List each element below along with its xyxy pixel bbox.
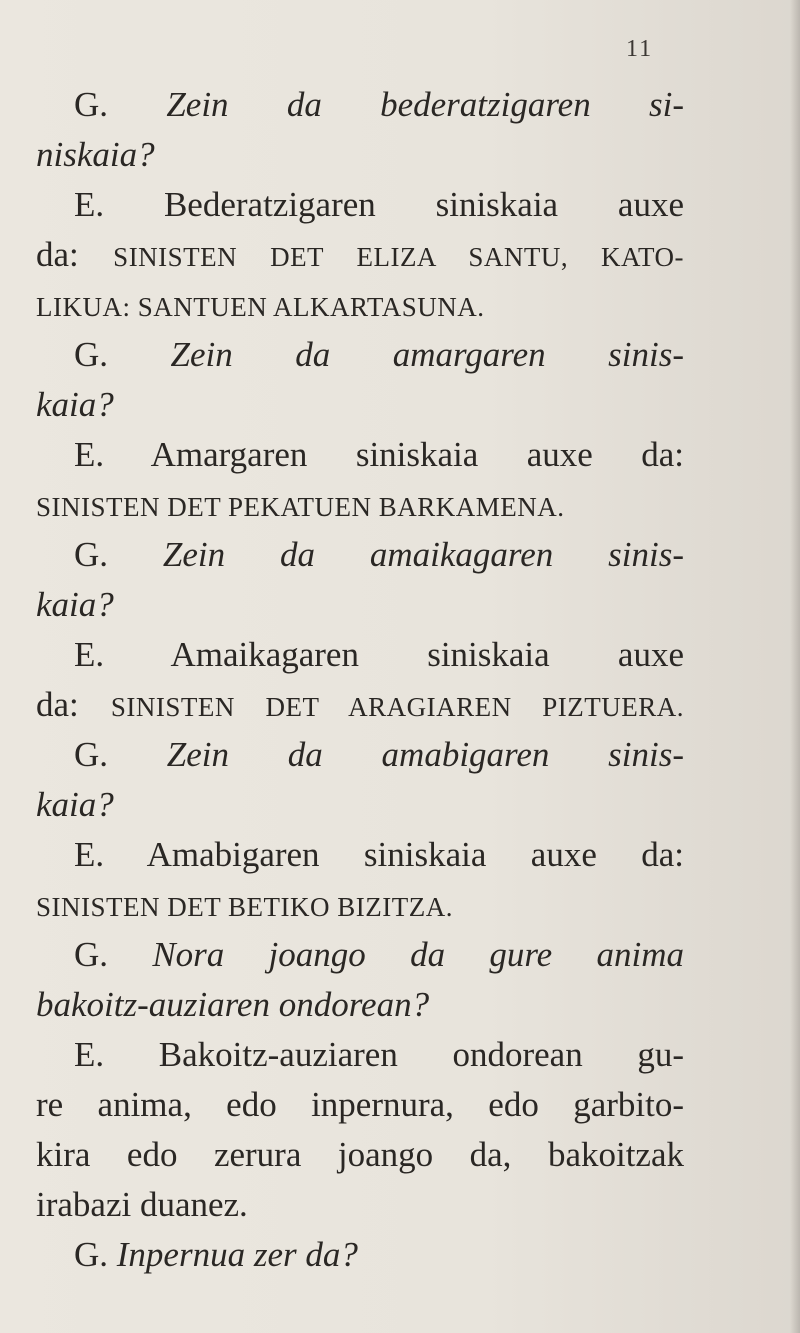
page-number: 11: [626, 36, 654, 62]
text-line: [36, 780, 684, 830]
question-text: bakoitz-auziaren ondorean?: [36, 985, 430, 1024]
text-line: [36, 80, 684, 130]
answer-text: E. Amargaren siniskaia auxe da:: [74, 435, 684, 474]
question-text: Inpernua zer da?: [116, 1235, 358, 1274]
question-text: Zein da amargaren sinis-: [170, 335, 684, 374]
page-body-text: [36, 80, 684, 1280]
question-text: Zein da amabigaren sinis-: [166, 735, 684, 774]
question-text: kaia?: [36, 785, 114, 824]
text-line: [36, 530, 684, 580]
text-line: [36, 1030, 684, 1080]
answer-text: da:: [36, 235, 114, 274]
answer-text: G.: [74, 335, 171, 374]
answer-text: E. Amaikagaren siniskaia auxe: [74, 635, 684, 674]
text-line: [36, 1130, 684, 1180]
text-line: [36, 1080, 684, 1130]
question-text: kaia?: [36, 585, 114, 624]
text-line: [36, 980, 684, 1030]
text-line: [36, 130, 684, 180]
answer-text: G.: [74, 1235, 117, 1274]
text-line: [36, 230, 684, 280]
answer-text: da:: [36, 685, 111, 724]
text-line: [36, 680, 684, 730]
creed-article-text: SINISTEN DET ARAGIAREN PIZTUERA.: [110, 692, 684, 722]
answer-text: G.: [74, 735, 167, 774]
text-line: [36, 580, 684, 630]
text-line: [36, 880, 684, 930]
creed-article-text: SINISTEN DET PEKATUEN BARKAMENA.: [36, 492, 565, 522]
text-line: [36, 930, 684, 980]
answer-text: E. Bederatzigaren siniskaia auxe: [74, 185, 684, 224]
question-text: kaia?: [36, 385, 114, 424]
answer-text: E. Bakoitz-auziaren ondorean gu-: [74, 1035, 684, 1074]
answer-text: re anima, edo inpernura, edo garbito-: [36, 1085, 684, 1124]
text-line: [36, 430, 684, 480]
text-line: [36, 1230, 684, 1280]
text-line: [36, 480, 684, 530]
question-text: Zein da amaikagaren sinis-: [162, 535, 684, 574]
answer-text: G.: [74, 535, 163, 574]
answer-text: irabazi duanez.: [36, 1185, 248, 1224]
text-line: [36, 830, 684, 880]
text-line: [36, 630, 684, 680]
creed-article-text: LIKUA: SANTUEN ALKARTASUNA.: [36, 292, 485, 322]
text-line: [36, 380, 684, 430]
text-line: [36, 730, 684, 780]
answer-text: G.: [74, 85, 167, 124]
text-line: [36, 330, 684, 380]
answer-text: kira edo zerura joango da, bakoitzak: [36, 1135, 684, 1174]
text-line: [36, 180, 684, 230]
page-edge-shadow: [790, 0, 800, 1333]
question-text: Nora joango da gure anima: [152, 935, 684, 974]
creed-article-text: SINISTEN DET ELIZA SANTU, KATO-: [113, 242, 684, 272]
question-text: niskaia?: [36, 135, 155, 174]
creed-article-text: SINISTEN DET BETIKO BIZITZA.: [36, 892, 453, 922]
question-text: Zein da bederatzigaren si-: [166, 85, 684, 124]
answer-text: E. Amabigaren siniskaia auxe da:: [74, 835, 684, 874]
text-line: [36, 280, 684, 330]
text-line: [36, 1180, 684, 1230]
answer-text: G.: [74, 935, 153, 974]
